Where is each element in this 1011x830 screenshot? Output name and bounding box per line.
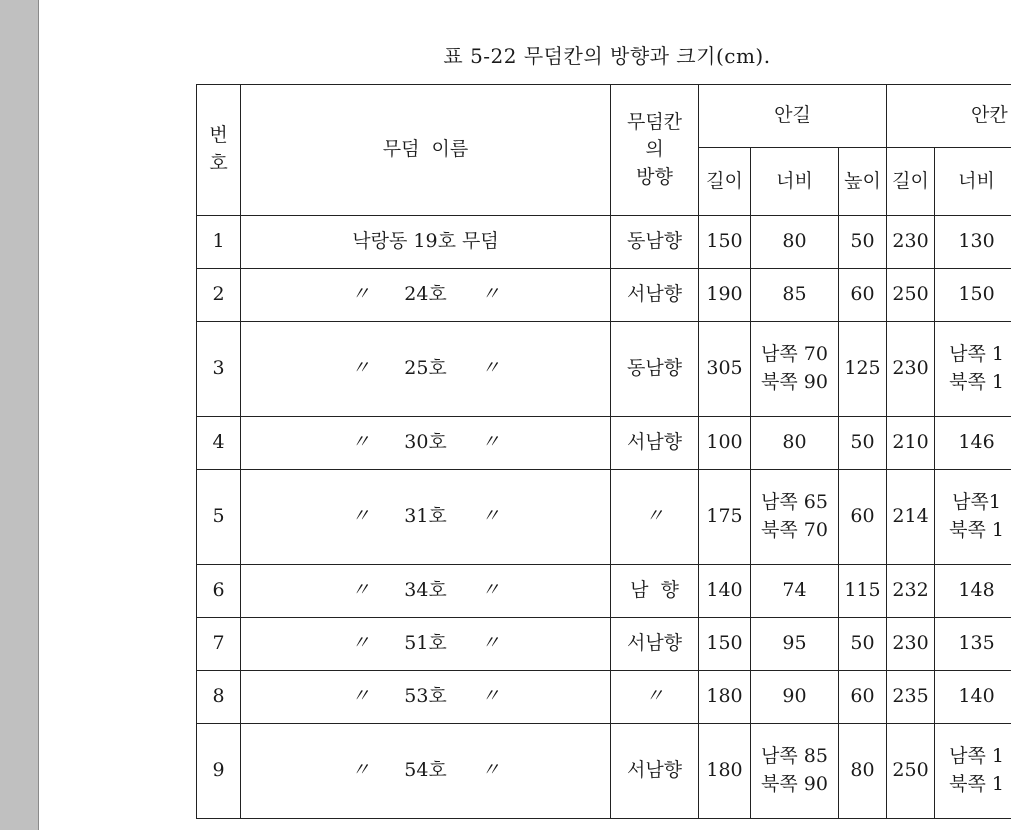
tomb-number: 30호 (404, 431, 447, 454)
row-number: 7 (197, 618, 241, 671)
chamber-width: 130 (935, 216, 1011, 269)
row-number: 8 (197, 671, 241, 724)
chamber-length: 230 (887, 322, 935, 417)
coffin-height: 125 (839, 322, 887, 417)
ditto-mark: 〃 (350, 685, 370, 708)
width-north: 북쪽 1 (949, 773, 1004, 795)
tomb-name (241, 470, 611, 565)
table-row (197, 322, 1011, 417)
table-container (196, 84, 1011, 824)
ditto-mark: 〃 (350, 283, 370, 306)
tomb-number: 51호 (404, 632, 447, 655)
table-row (197, 417, 1011, 470)
ditto-mark: 〃 (480, 579, 500, 602)
header-inner-coffin: 안길 (699, 85, 887, 148)
direction: 남 향 (611, 565, 699, 618)
row-number: 1 (197, 216, 241, 269)
tomb-name (241, 417, 611, 470)
coffin-width: 90 (751, 671, 839, 724)
chamber-length: 210 (887, 417, 935, 470)
direction (611, 470, 699, 565)
direction (611, 671, 699, 724)
chamber-width (935, 470, 1011, 565)
table-row (197, 671, 1011, 724)
ditto-mark: 〃 (480, 505, 500, 528)
coffin-length: 140 (699, 565, 751, 618)
direction: 서남향 (611, 618, 699, 671)
tomb-name (241, 671, 611, 724)
coffin-height: 50 (839, 417, 887, 470)
ditto-mark: 〃 (350, 579, 370, 602)
ditto-mark: 〃 (480, 632, 500, 655)
coffin-height: 50 (839, 618, 887, 671)
header-width: 너비 (751, 148, 839, 216)
coffin-length: 150 (699, 618, 751, 671)
width-south: 남쪽 85 (761, 745, 828, 768)
width-north: 북쪽 90 (761, 371, 828, 393)
table-caption: 표 5-22 무덤칸의 방향과 크기(cm). (443, 44, 771, 68)
coffin-length: 175 (699, 470, 751, 565)
coffin-width: 74 (751, 565, 839, 618)
header-chamber-length: 길이 (887, 148, 935, 216)
row-number: 3 (197, 322, 241, 417)
chamber-length: 230 (887, 216, 935, 269)
coffin-height: 115 (839, 565, 887, 618)
chamber-width: 140 (935, 671, 1011, 724)
width-north: 북쪽 1 (949, 371, 1004, 393)
coffin-height: 60 (839, 671, 887, 724)
tomb-number: 25호 (404, 357, 447, 380)
header-number-bottom: 호 (209, 152, 228, 174)
width-south: 남쪽 70 (761, 343, 828, 366)
coffin-height: 60 (839, 470, 887, 565)
direction: 서남향 (611, 269, 699, 322)
header-direction-line1: 무덤칸 (626, 110, 683, 133)
width-south: 남쪽1 (952, 491, 1001, 514)
table-row (197, 618, 1011, 671)
chamber-width: 146 (935, 417, 1011, 470)
ditto-mark: 〃 (644, 685, 664, 708)
ditto-mark: 〃 (480, 283, 500, 306)
direction: 서남향 (611, 724, 699, 819)
tomb-name (241, 565, 611, 618)
coffin-width: 80 (751, 216, 839, 269)
header-chamber-width: 너비 (935, 148, 1011, 216)
tomb-name (241, 724, 611, 819)
chamber-width: 150 (935, 269, 1011, 322)
chamber-width: 148 (935, 565, 1011, 618)
width-north: 북쪽 90 (761, 773, 828, 795)
header-direction-line2: 의 (645, 138, 664, 161)
row-number: 2 (197, 269, 241, 322)
header-tomb-name: 무덤 이름 (241, 85, 611, 216)
tomb-name (241, 618, 611, 671)
coffin-length: 150 (699, 216, 751, 269)
chamber-length: 235 (887, 671, 935, 724)
ditto-mark: 〃 (480, 357, 500, 380)
tomb-name: 낙랑동 19호 무덤 (241, 216, 611, 269)
ditto-mark: 〃 (350, 431, 370, 454)
chamber-length: 230 (887, 618, 935, 671)
coffin-width: 95 (751, 618, 839, 671)
ditto-mark: 〃 (350, 505, 370, 528)
row-number: 5 (197, 470, 241, 565)
coffin-height: 60 (839, 269, 887, 322)
tomb-dimensions-table (196, 84, 1011, 819)
ditto-mark: 〃 (644, 505, 664, 528)
ditto-mark: 〃 (350, 357, 370, 380)
direction: 동남향 (611, 216, 699, 269)
table-row (197, 724, 1011, 819)
tomb-name (241, 322, 611, 417)
chamber-width (935, 322, 1011, 417)
ditto-mark: 〃 (350, 632, 370, 655)
header-number-top: 번 (209, 124, 228, 147)
tomb-number: 54호 (404, 759, 447, 782)
chamber-width: 135 (935, 618, 1011, 671)
tomb-number: 53호 (404, 685, 447, 708)
width-north: 북쪽 1 (949, 519, 1004, 541)
ditto-mark: 〃 (480, 685, 500, 708)
coffin-length: 190 (699, 269, 751, 322)
row-number: 4 (197, 417, 241, 470)
coffin-length: 180 (699, 724, 751, 819)
table-row (197, 269, 1011, 322)
chamber-width (935, 724, 1011, 819)
coffin-width (751, 322, 839, 417)
chamber-length: 214 (887, 470, 935, 565)
tomb-number: 34호 (404, 579, 447, 602)
coffin-width (751, 470, 839, 565)
coffin-height: 50 (839, 216, 887, 269)
coffin-width (751, 724, 839, 819)
tomb-number: 31호 (404, 505, 447, 528)
coffin-width: 85 (751, 269, 839, 322)
coffin-length: 100 (699, 417, 751, 470)
tomb-number: 24호 (404, 283, 447, 306)
ditto-mark: 〃 (480, 759, 500, 782)
width-south: 남쪽 1 (949, 745, 1004, 768)
header-height: 높이 (839, 148, 887, 216)
ditto-mark: 〃 (480, 431, 500, 454)
header-length: 길이 (699, 148, 751, 216)
coffin-length: 305 (699, 322, 751, 417)
row-number: 9 (197, 724, 241, 819)
coffin-length: 180 (699, 671, 751, 724)
header-direction-line3: 방향 (636, 165, 673, 188)
coffin-width: 80 (751, 417, 839, 470)
header-row-1 (197, 85, 1011, 148)
width-north: 북쪽 70 (761, 519, 828, 541)
table-row (197, 216, 1011, 269)
table-row (197, 470, 1011, 565)
chamber-length: 250 (887, 724, 935, 819)
direction: 서남향 (611, 417, 699, 470)
scanner-margin (0, 0, 39, 830)
width-south: 남쪽 65 (761, 491, 828, 514)
ditto-mark: 〃 (350, 759, 370, 782)
chamber-length: 250 (887, 269, 935, 322)
header-direction (611, 85, 699, 216)
tomb-name (241, 269, 611, 322)
coffin-height: 80 (839, 724, 887, 819)
chamber-length: 232 (887, 565, 935, 618)
table-row (197, 565, 1011, 618)
header-number (197, 85, 241, 216)
header-inner-chamber: 안칸 (887, 85, 1011, 148)
direction: 동남향 (611, 322, 699, 417)
row-number: 6 (197, 565, 241, 618)
width-south: 남쪽 1 (949, 343, 1004, 366)
